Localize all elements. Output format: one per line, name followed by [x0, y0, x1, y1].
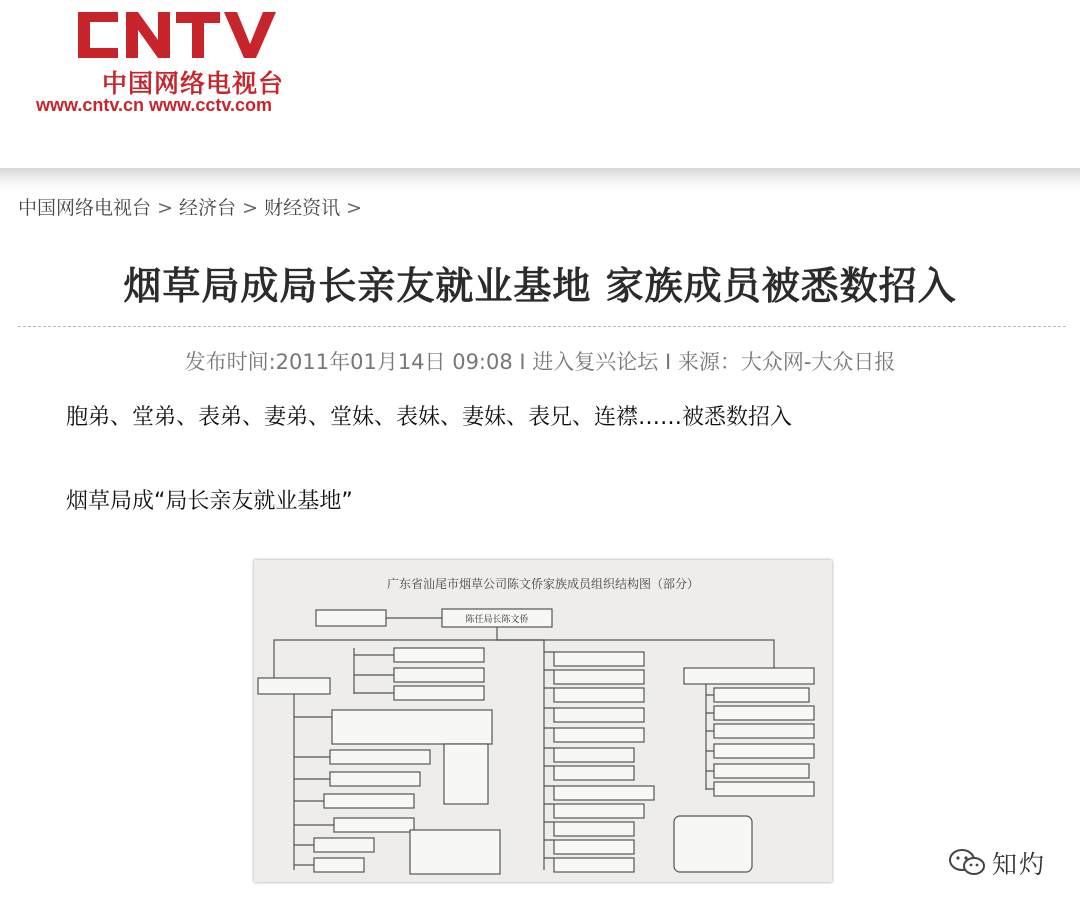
- article-title: 烟草局成局长亲友就业基地 家族成员被悉数招入: [123, 264, 957, 308]
- article-meta: [0, 346, 1080, 376]
- watermark-text: 知灼: [992, 850, 1047, 879]
- logo-url: www.cntv.cn www.cctv.com: [36, 95, 273, 115]
- breadcrumb-separator: >: [346, 197, 363, 219]
- publish-time: 发布时间:2011年01月14日 09:08: [184, 350, 513, 374]
- site-header: [0, 0, 1080, 170]
- org-chart-image: [254, 560, 832, 882]
- chart-photo-center-box: 陈任局长陈文侨: [465, 615, 529, 625]
- chart-photo-title: 广东省汕尾市烟草公司陈文侨家族成员组织结构图（部分）: [386, 577, 700, 591]
- meta-separator: I: [658, 350, 678, 374]
- wechat-icon: [948, 847, 988, 879]
- forum-link[interactable]: 进入复兴论坛: [532, 350, 659, 374]
- title-divider: [18, 326, 1066, 327]
- logo-mark-text: CNTV: [74, 6, 77, 7]
- header-divider: [0, 168, 1080, 190]
- breadcrumb-separator: >: [242, 197, 259, 219]
- watermark: [948, 846, 1046, 880]
- cntv-logo-mark: [74, 6, 294, 61]
- org-chart-photo: [254, 560, 832, 882]
- article-paragraph: 烟草局成“局长亲友就业基地”: [66, 489, 353, 514]
- article-paragraph: 胞弟、堂弟、表弟、妻弟、堂妹、表妹、妻妹、表兄、连襟……被悉数招入: [66, 405, 793, 430]
- cntv-logo[interactable]: [30, 0, 320, 125]
- breadcrumb-separator: >: [157, 197, 173, 219]
- breadcrumb-item-finance-news[interactable]: 财经资讯: [264, 197, 341, 219]
- article-source: 来源：大众网-大众日报: [677, 350, 896, 374]
- breadcrumb: [18, 193, 362, 220]
- logo-chinese-name: 中国网络电视台: [102, 69, 285, 98]
- breadcrumb-item-economy[interactable]: 经济台: [179, 197, 237, 219]
- breadcrumb-item-cntv[interactable]: 中国网络电视台: [18, 197, 152, 219]
- meta-separator: I: [512, 350, 533, 374]
